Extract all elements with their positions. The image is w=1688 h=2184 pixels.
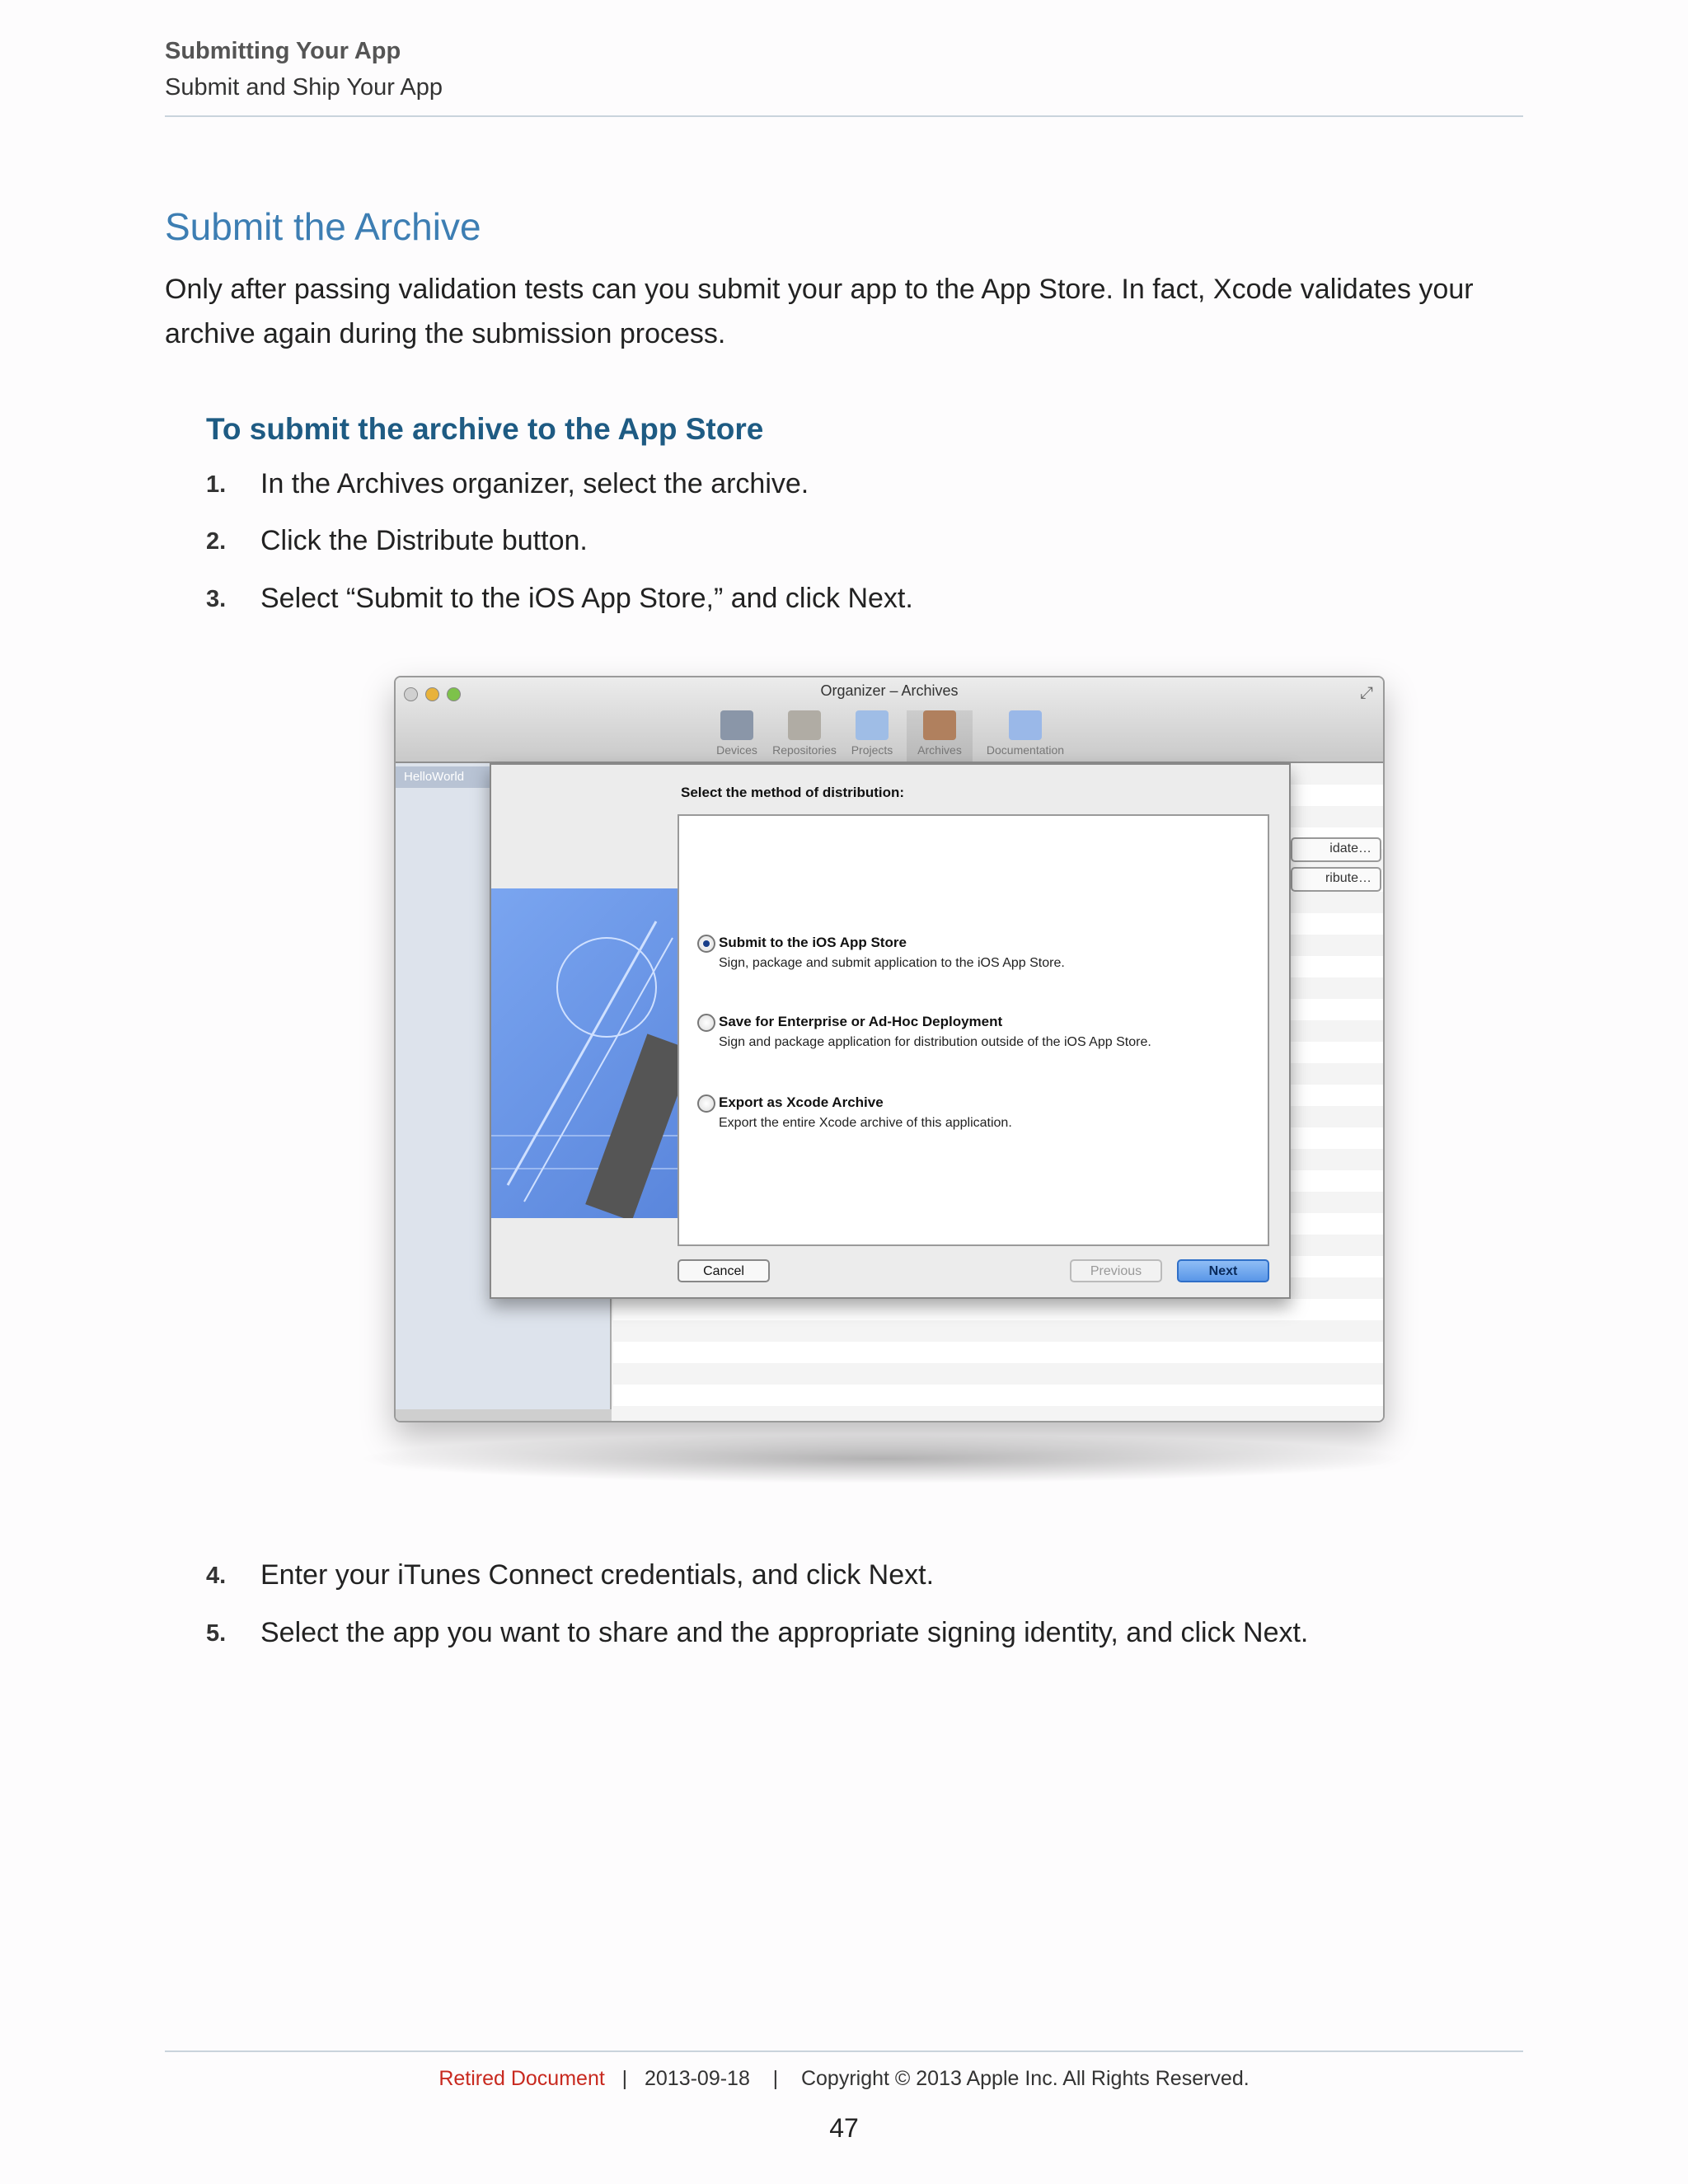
sidebar-item-helloworld: HelloWorld: [396, 766, 612, 788]
header-rule: [165, 115, 1523, 117]
projects-icon: [856, 710, 889, 740]
repositories-icon: [788, 710, 821, 740]
organizer-screenshot: [394, 676, 1385, 1422]
step-text: Select “Submit to the iOS App Store,” and click Next.: [260, 583, 913, 614]
distribution-sheet: [490, 763, 1291, 1299]
devices-icon: [720, 710, 753, 740]
step-number: 2.: [206, 528, 227, 555]
step-text: Click the Distribute button.: [260, 525, 588, 556]
step-text: In the Archives organizer, select the archive.: [260, 468, 809, 499]
footer-separator: |: [621, 2067, 628, 2090]
step-number: 5.: [206, 1620, 227, 1647]
intro-paragraph: Only after passing validation tests can you submit your app to the App Store. In fact, Xcode validates your archive again during the submission process.: [165, 274, 1474, 349]
footer-rule: [165, 2050, 1523, 2052]
options-panel: [678, 814, 1269, 1246]
footer-copyright: Copyright © 2013 Apple Inc. All Rights Reserved.: [800, 2067, 1250, 2090]
step-number: 1.: [206, 471, 227, 498]
footer: [0, 2067, 1688, 2091]
step-number: 4.: [206, 1563, 227, 1589]
window-title: Organizer – Archives: [820, 682, 959, 699]
toolbar-repositories: Repositories: [771, 710, 837, 757]
sheet-heading: Select the method of distribution:: [681, 785, 905, 800]
distribute-button: ribute…: [1291, 867, 1381, 892]
footer-date: 2013-09-18: [644, 2067, 750, 2090]
xcode-hammer-artwork: [491, 888, 681, 1218]
previous-button[interactable]: Previous: [1070, 1259, 1162, 1282]
option-description: Export the entire Xcode archive of this application.: [719, 1116, 1012, 1130]
toolbar-devices: Devices: [704, 710, 770, 757]
toolbar-archives: Archives: [907, 710, 973, 762]
sidebar-scrollbar: [396, 1409, 612, 1422]
screenshot-shadow: [354, 1434, 1409, 1483]
section-heading: Submit the Archive: [165, 205, 481, 248]
toolbar-projects: Projects: [839, 710, 905, 757]
step-number: 3.: [206, 586, 227, 612]
documentation-icon: [1009, 710, 1042, 740]
option-title: Submit to the iOS App Store: [719, 935, 907, 950]
blueprint-illustration: [491, 888, 681, 1218]
option-description: Sign and package application for distribution outside of the iOS App Store.: [719, 1035, 1151, 1049]
task-title: To submit the archive to the App Store: [206, 412, 764, 446]
radio-enterprise-adhoc[interactable]: [697, 1014, 715, 1032]
option-description: Sign, package and submit application to the iOS App Store.: [719, 956, 1065, 970]
validate-button: idate…: [1291, 837, 1381, 862]
option-title: Export as Xcode Archive: [719, 1094, 884, 1110]
running-header-section: Submit and Ship Your App: [165, 74, 443, 101]
running-header-chapter: Submitting Your App: [165, 38, 401, 64]
radio-export-archive[interactable]: [697, 1094, 715, 1113]
cancel-button[interactable]: Cancel: [678, 1259, 770, 1282]
fullscreen-icon: ⤢: [1360, 684, 1373, 702]
next-button[interactable]: Next: [1177, 1259, 1269, 1282]
archives-icon: [923, 710, 956, 740]
window-titlebar: [396, 677, 1383, 763]
step-text: Select the app you want to share and the appropriate signing identity, and click Next.: [260, 1617, 1309, 1648]
step-text: Enter your iTunes Connect credentials, and click Next.: [260, 1559, 935, 1591]
footer-separator: |: [772, 2067, 779, 2090]
radio-submit-app-store[interactable]: [697, 935, 715, 953]
retired-document-link[interactable]: Retired Document: [438, 2067, 605, 2090]
option-title: Save for Enterprise or Ad-Hoc Deployment: [719, 1014, 1003, 1029]
toolbar-documentation: Documentation: [976, 710, 1075, 757]
page-number: 47: [829, 2113, 859, 2143]
